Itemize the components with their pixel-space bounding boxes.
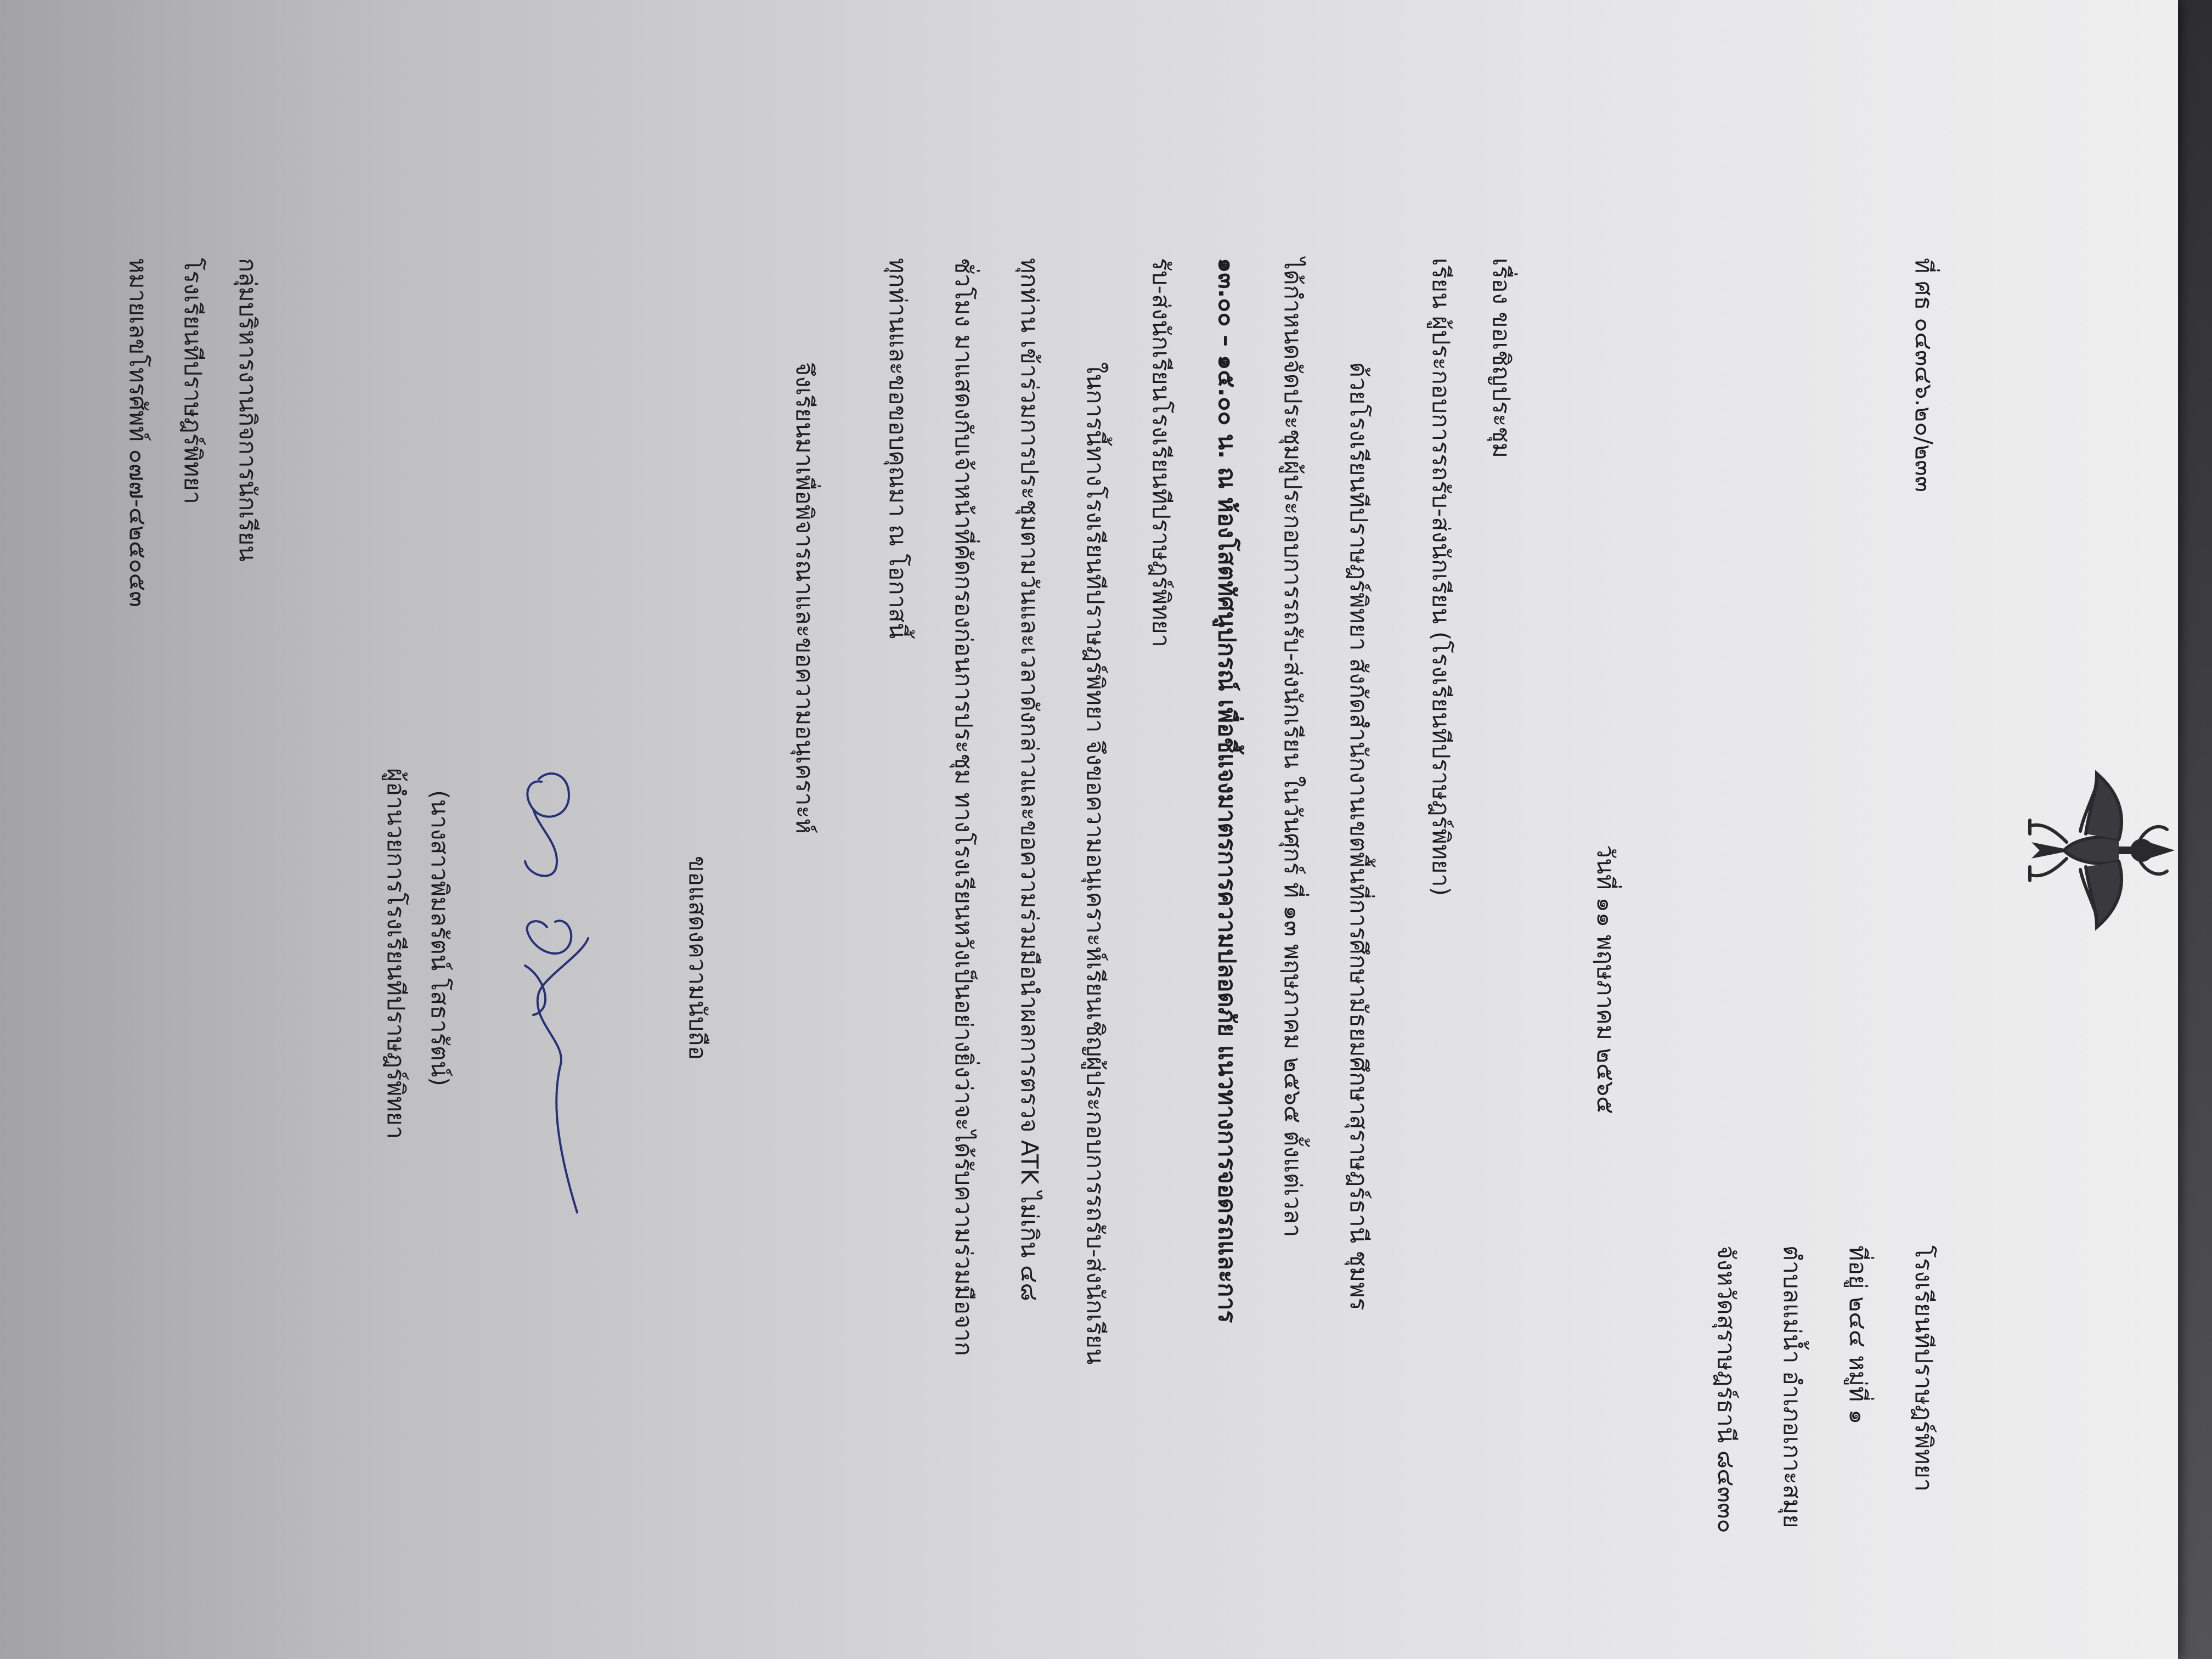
letter-subject: เรื่อง ขอเชิญประชุม bbox=[1487, 258, 1515, 459]
paragraph-1-line-1: ด้วยโรงเรียนทีปราษฎร์พิทยา สังกัดสำนักงานเขตพื้นที่การศึกษามัธยมศึกษาสุราษฎร์ธานี ชุมพร bbox=[1345, 362, 1372, 1311]
sender-name: โรงเรียนทีปราษฎร์พิทยา bbox=[1910, 1245, 1937, 1492]
footer-department: กลุ่มบริหารงานกิจการนักเรียน bbox=[234, 258, 261, 562]
garuda-emblem-icon bbox=[2020, 768, 2179, 933]
footer-phone: หมายเลขโทรศัพท์ ๐๗๗-๔๒๕๐๕๓ bbox=[124, 258, 151, 607]
sender-address-line-2: ตำบลแม่น้ำ อำเภอเกาะสมุย bbox=[1778, 1245, 1805, 1528]
closing-salutation: ขอแสดงความนับถือ bbox=[684, 856, 711, 1060]
paragraph-2-line-1: ในการนี้ทางโรงเรียนทีปราษฎร์พิทยา จึงขอความอนุเคราะห์เรียนเชิญผู้ประกอบการรถรับ-ส่งนักเรียน bbox=[1081, 362, 1109, 1365]
closing-request: จึงเรียนมาเพื่อพิจารณาและขอความอนุเคราะห์ bbox=[791, 362, 818, 834]
sender-address-line-3: จังหวัดสุราษฎร์ธานี ๘๔๓๓๐ bbox=[1712, 1245, 1740, 1533]
signer-name: (นางสาวพิมลรัตน์ โสธารัตน์) bbox=[426, 790, 453, 1086]
paragraph-2-line-3: ชั่วโมง มาแสดงกับเจ้าหน้าที่คัดกรองก่อนการประชุม ทางโรงเรียนหวังเป็นอย่างยิ่งว่าจะได้รับความร่วมมือจาก bbox=[950, 258, 977, 1356]
paragraph-2-line-4: ทุกท่านและขอขอบคุณมา ณ โอกาสนี้ bbox=[884, 258, 911, 639]
reference-number: ที่ ศธ ๐๔๓๔๖.๒๐/๒๓๓ bbox=[1910, 258, 1937, 493]
handwritten-signature bbox=[484, 757, 621, 1240]
paragraph-1-line-2: ได้กำหนดจัดประชุมผู้ประกอบการรถรับ-ส่งนักเรียน ในวันศุกร์ ที่ ๑๓ พฤษภาคม ๒๕๖๕ ตั้งแต่เวลา bbox=[1279, 258, 1306, 1238]
sender-address-line-1: ที่อยู่ ๒๔๔ หมู่ที่ ๑ bbox=[1844, 1245, 1871, 1425]
paragraph-1-line-3: ๑๓.๐๐ – ๑๕.๐๐ น. ณ ห้องโสตทัศนูปกรณ์ เพื่อชี้แจงมาตรการความปลอดภัย แนวทางการจอดรถและการ bbox=[1213, 258, 1240, 1323]
letter-date: วันที่ ๑๑ พฤษภาคม ๒๕๖๕ bbox=[1592, 845, 1619, 1114]
paragraph-1-line-4: รับ-ส่งนักเรียนโรงเรียนทีปราษฎร์พิทยา bbox=[1147, 258, 1175, 647]
paragraph-2-line-2: ทุกท่าน เข้าร่วมการประชุมตามวันและเวลาดังกล่าวและขอความร่วมมือนำผลการตรวจ ATK ไม่เกิน ๔๘ bbox=[1015, 258, 1043, 1301]
letter-recipient: เรียน ผู้ประกอบการรถรับ-ส่งนักเรียน (โรงเรียนทีปราษฎร์พิทยา) bbox=[1427, 258, 1454, 896]
signer-position: ผู้อำนวยการโรงเรียนทีปราษฎร์พิทยา bbox=[382, 768, 409, 1139]
footer-school: โรงเรียนทีปราษฎร์พิทยา bbox=[179, 258, 206, 504]
